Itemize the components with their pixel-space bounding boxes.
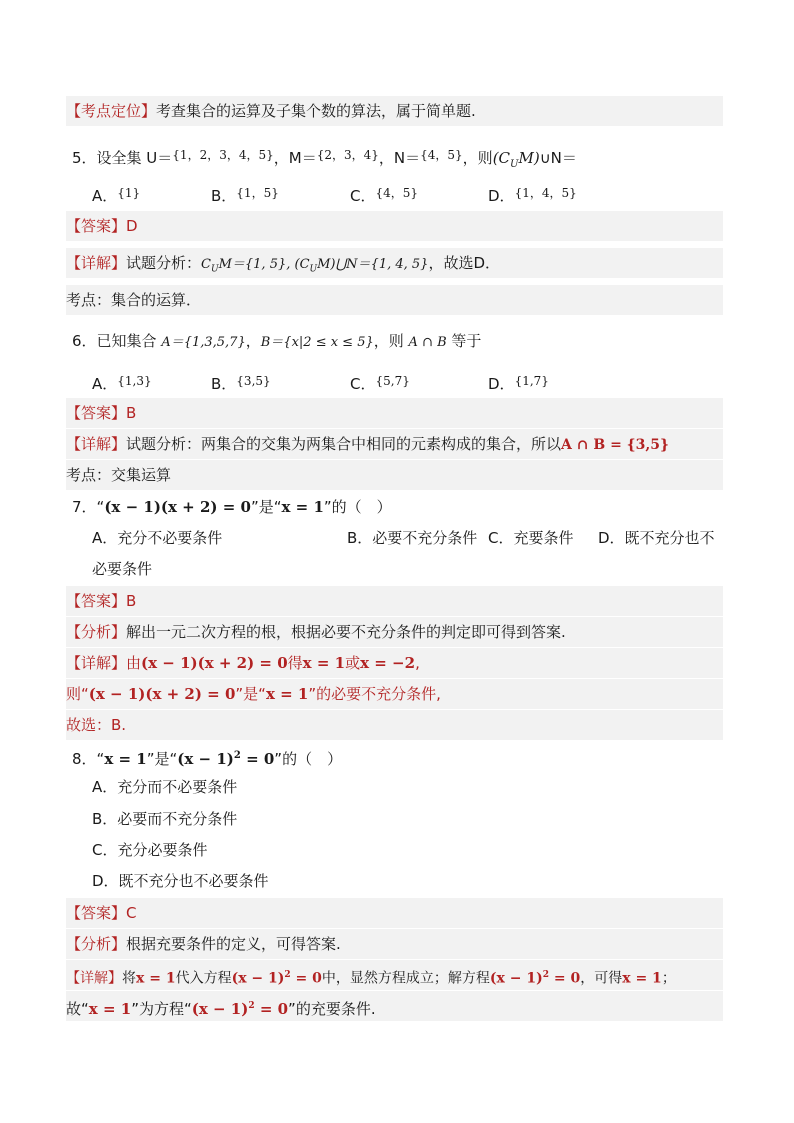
detail-tag: 【详解】: [66, 970, 122, 987]
q7-math-1: (x − 1)(x + 2) = 0: [104, 498, 251, 516]
analysis-tag: 【分析】: [66, 623, 127, 641]
q7-option-d-cont: [92, 554, 723, 584]
q5-kaodian: [66, 285, 723, 315]
q5-text-a: 5．设全集 U＝: [72, 149, 173, 167]
q7-option-d-text: 必要条件: [92, 560, 153, 578]
q5-expr-sub: U: [510, 159, 519, 170]
q7-answer-value: B: [126, 592, 137, 610]
q6-set-b: B＝{x|2 ≤ x ≤ 5}: [260, 335, 374, 350]
q5-option-c: C．$^{\{4,5\}}$: [350, 186, 419, 205]
q6-set-a: A＝{1,3,5,7}: [161, 335, 246, 350]
q7-analysis-text: 解出一元二次方程的根，根据必要不充分条件的判定即可得到答案.: [126, 623, 566, 641]
kaodian-tag: 【考点定位】: [66, 102, 157, 120]
q5-set-n: {4，5}: [420, 148, 463, 162]
q7-choice: 故选：B.: [66, 716, 127, 734]
kaodian-text: 考查集合的运算及子集个数的算法，属于简单题.: [156, 102, 476, 120]
q5-answer-value: D: [126, 217, 138, 235]
kaodian-line: [66, 96, 723, 126]
q6-kaodian: [66, 460, 723, 490]
q5-set-u: {1，2，3，4，5}: [172, 148, 274, 162]
q8-analysis-text: 根据充要条件的定义，可得答案.: [126, 935, 341, 953]
q5-expr2: M): [518, 149, 540, 167]
q7-stem: [72, 492, 723, 522]
q7-answer: [66, 586, 723, 616]
q7-detail-3: [66, 710, 723, 740]
detail-tag: 【详解】: [66, 254, 127, 272]
q8-option-c: C．充分必要条件: [92, 841, 208, 859]
q5-option-b: B．$^{\{1,5\}}$: [211, 186, 279, 205]
q6-stem: [72, 326, 723, 356]
q5-detail: [66, 248, 723, 278]
q5-option-d: D．$^{\{1,4,5\}}$: [488, 186, 577, 205]
q6-option-c: C．$^{\{5,7\}}$: [350, 374, 410, 393]
answer-tag: 【答案】: [66, 404, 127, 422]
q7-analysis: [66, 617, 723, 647]
q7-detail-1: 【详解】由(x − 1)(x + 2) = 0得x = 1或x = −2,: [66, 648, 723, 678]
q6-text-c: ，则: [373, 332, 409, 350]
q8-stem: 8．“x = 1”是“$(x - 1)^2 = 0$”的（ ）: [72, 750, 343, 768]
q6-option-a: A．$^{\{1,3\}}$: [92, 374, 152, 393]
q5-option-a: A．$^{\{1\}}$: [92, 186, 141, 205]
q6-text-d: 等于: [446, 332, 482, 350]
q6-text-b: ，: [245, 332, 261, 350]
q7-text-a: 7．“: [72, 498, 105, 516]
q6-options: [92, 366, 723, 396]
q7-option-b: B．必要不充分条件: [347, 529, 478, 547]
answer-tag: 【答案】: [66, 592, 127, 610]
q5-text-b: ，M＝: [273, 149, 317, 167]
q8-option-d: D．既不充分也不必要条件: [92, 872, 269, 890]
q6-answer-value: B: [126, 404, 137, 422]
q7-text-c: ”的（ ）: [323, 498, 392, 516]
q5-stem: [72, 140, 723, 170]
q8-detail-2: 故“x = 1”为方程“$(x - 1)^2 = 0$”的充要条件.: [66, 991, 723, 1021]
q5-kaodian-text: 考点：集合的运算．: [66, 291, 202, 309]
answer-tag: 【答案】: [66, 217, 127, 235]
q8-option-b: B．必要而不充分条件: [92, 810, 238, 828]
q6-detail: [66, 429, 723, 459]
q5-text-e: ∪N＝: [539, 149, 577, 167]
q5-detail-math: $C_UM=\{1$, 5}, $(C_UM)⋃N=\{1$, 4, 5}: [201, 257, 429, 275]
detail-tag: 【详解】: [66, 435, 127, 453]
q7-math-2: x = 1: [281, 498, 324, 516]
q5-text-c: ，N＝: [378, 149, 421, 167]
q6-text-a: 6．已知集合: [72, 332, 162, 350]
q8-option-a: A．充分而不必要条件: [92, 778, 238, 796]
q6-detail-text: 试题分析：两集合的交集为两集合中相同的元素构成的集合，所以: [126, 435, 562, 453]
q7-option-a: A．充分不必要条件: [92, 529, 223, 547]
q7-text-b: ”是“: [250, 498, 282, 516]
q5-detail-end: ，故选D．: [428, 254, 500, 272]
q5-detail-text: 试题分析：: [126, 254, 202, 272]
q6-option-b: B．$^{\{3,5\}}$: [211, 374, 271, 393]
q6-detail-math: A ∩ B = {3,5}: [561, 437, 670, 453]
q7-detail-2: 则“(x − 1)(x + 2) = 0”是“x = 1”的必要不充分条件,: [66, 679, 723, 709]
q8-answer: [66, 898, 723, 928]
q5-text-d: ，则: [462, 149, 493, 167]
q7-option-c: C．充要条件: [488, 529, 574, 547]
q5-answer: [66, 211, 723, 241]
q7-options: [92, 523, 723, 553]
q6-option-d: D．$^{\{1,7\}}$: [488, 374, 549, 393]
q8-detail-1: 【详解】将x = 1代入方程$(x - 1)^2 = 0$中，显然方程成立；解方程$(x - 1)^2 = 0$，可得x = 1；: [66, 960, 723, 990]
answer-tag: 【答案】: [66, 904, 127, 922]
q5-options: [92, 178, 723, 208]
analysis-tag: 【分析】: [66, 935, 127, 953]
q6-answer: [66, 398, 723, 428]
detail-tag: 【详解】: [66, 654, 127, 672]
q8-analysis: [66, 929, 723, 959]
q6-intersection: A ∩ B: [408, 335, 447, 350]
q7-option-d: D．既不充分也不: [598, 529, 715, 547]
q8-answer-value: C: [126, 904, 137, 922]
q5-expr: (C: [492, 149, 511, 167]
q6-kaodian-text: 考点：交集运算: [66, 466, 172, 484]
q5-set-m: {2，3，4}: [316, 148, 379, 162]
